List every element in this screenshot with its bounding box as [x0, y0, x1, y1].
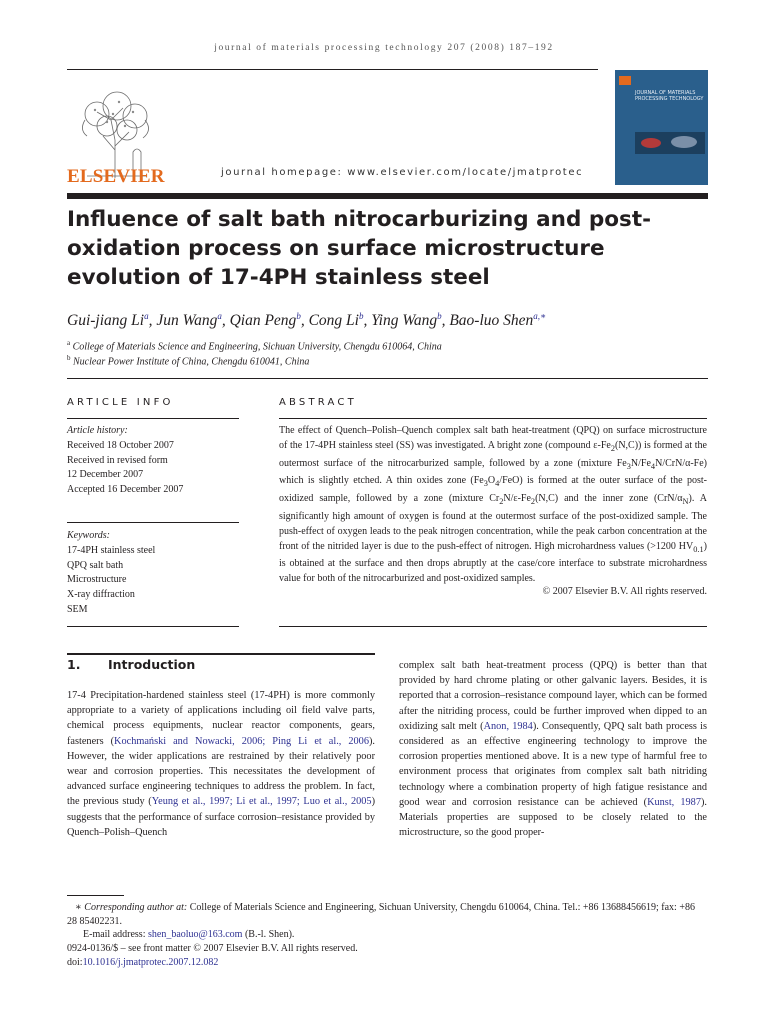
doi-link[interactable]: 10.1016/j.jmatprotec.2007.12.082: [82, 957, 219, 968]
email-line: E-mail address: shen_baoluo@163.com (B.-l. Shen).: [83, 929, 295, 940]
intro-rule: [67, 653, 375, 655]
author-name: Gui-jiang Li: [67, 312, 145, 330]
author-name: Cong Li: [308, 312, 359, 330]
title-bar-rule: [67, 193, 708, 199]
author-affil-sup[interactable]: b: [437, 311, 442, 321]
journal-homepage[interactable]: journal homepage: www.elsevier.com/locate/jmatprotec: [221, 167, 584, 178]
keyword: SEM: [67, 603, 88, 615]
history-item: Received in revised form: [67, 454, 168, 466]
journal-citation-line: journal of materials processing technology 207 (2008) 187–192: [214, 43, 554, 53]
affiliation-a: $^a$ College of Materials Science and Engineering, Sichuan University, Chengdu 610064, China: [67, 339, 442, 353]
keywords-block: [67, 529, 239, 618]
author-name: Qian Peng: [229, 312, 297, 330]
cover-image: [635, 132, 705, 154]
author-affil-sup[interactable]: a: [217, 311, 222, 321]
keywords-rule: [67, 522, 239, 523]
publisher-logo-text: ELSEVIER: [67, 166, 165, 187]
section-title: Introduction: [108, 657, 196, 672]
email-link[interactable]: shen_baoluo@163.com: [147, 929, 243, 940]
history-label: Article history:: [67, 425, 128, 436]
section-heading-introduction: [67, 657, 195, 672]
intro-right-column: complex salt bath heat-treatment process (QPQ) is better than that provided by hard chrome plating or other galvanic layers. Besides, it is reported that a corrosion–resistance compound layer, which can be formed after the nitriding process, could be further improved when dipped to an oxidizing salt melt (Anon, 1984). Consequently, QPQ salt bath process is considered as an effective engineering technology to improve the corrosion properties mentioned above. It is a new type of harmful free to environment process that originates from complex salt bath nitriding technology where a combination property of high fatigue resistance and good wear and corrosion resistance can be achieved (Kunst, 1987). Materials properties are supposed to be closely related to the microstructure, so the good proper-: [399, 660, 707, 839]
article-title: Influence of salt bath nitrocarburizing and post-oxidation process on surface microstructure evolution of 17-4PH stainless steel: [67, 207, 652, 290]
abstract-rule: [279, 418, 707, 419]
citation-link[interactable]: Kunst, 1987: [647, 796, 701, 808]
abstract-heading: ABSTRACT: [279, 397, 357, 408]
header-rule: [67, 69, 598, 70]
keywords-bottom-rule: [67, 626, 239, 627]
keyword: QPQ salt bath: [67, 559, 124, 571]
article-info-heading: ARTICLE INFO: [67, 397, 174, 408]
footnote-rule: [67, 895, 124, 896]
issn-line: 0924-0136/$ – see front matter © 2007 Elsevier B.V. All rights reserved.: [67, 943, 358, 954]
cover-title: JOURNAL OF MATERIALS PROCESSING TECHNOLOGY: [635, 90, 704, 102]
history-item: Received 18 October 2007: [67, 439, 174, 451]
author-name: Ying Wang: [371, 312, 438, 330]
affiliation-rule: [67, 378, 708, 379]
section-number: 1.: [67, 657, 81, 672]
affiliation-b: $^b$ Nuclear Power Institute of China, Chengdu 610041, China: [67, 354, 310, 368]
corresponding-author-footnote: ∗ Corresponding author at: College of Materials Science and Engineering, Sichuan University, Chengdu 610064, China. Tel.: +86 13688456619; fax: +86 28 85402231.: [67, 902, 695, 927]
author-affil-sup[interactable]: b: [296, 311, 301, 321]
keyword: X-ray diffraction: [67, 589, 135, 601]
author-affil-sup[interactable]: a,∗: [533, 311, 547, 321]
intro-left-column: 17-4 Precipitation-hardened stainless steel (17-4PH) is more commonly appropriate to a variety of applications including oil field valve parts, chemical process equipments, nuclear reactor components, gears, fasteners (Kochmański and Nowacki, 2006; Ping Li et al., 2006). However, the wider applications are restrained by their relatively poor wear and corrosion properties. This necessitates the development of advanced surface engineering techniques to address the problem. In fact, the previous study (Yeung et al., 1997; Li et al., 1997; Luo et al., 2005) suggests that the performance of surface corrosion–resistance provided by Quench–Polish–Quench: [67, 690, 375, 838]
author-affil-sup[interactable]: a: [144, 311, 149, 321]
author-list: Gui-jiang Li$^a$, Jun Wang$^a$, Qian Peng$^b$, Cong Li$^b$, Ying Wang$^b$, Bao-luo Shen$^{a,∗}$: [67, 311, 547, 330]
cover-logo-mark: [619, 76, 631, 85]
citation-link[interactable]: Anon, 1984: [483, 720, 533, 732]
author-affil-sup[interactable]: b: [358, 311, 364, 321]
doi-line: doi:10.1016/j.jmatprotec.2007.12.082: [67, 957, 219, 968]
author-name: Jun Wang: [156, 312, 218, 330]
article-history: [67, 424, 239, 498]
abstract-copyright: © 2007 Elsevier B.V. All rights reserved.: [542, 586, 707, 597]
journal-cover-thumbnail: [615, 70, 708, 185]
keyword: 17-4PH stainless steel: [67, 544, 156, 556]
author-name: Bao-luo Shen: [449, 312, 534, 330]
article-info-rule: [67, 418, 239, 419]
citation-link[interactable]: Yeung et al., 1997; Li et al., 1997; Luo et al., 2005: [151, 796, 372, 808]
keywords-label: Keywords:: [67, 530, 110, 541]
abstract-bottom-rule: [279, 626, 707, 627]
history-item: Accepted 16 December 2007: [67, 484, 184, 496]
history-item: 12 December 2007: [67, 469, 144, 481]
keyword: Microstructure: [67, 574, 127, 586]
citation-link[interactable]: Kochmański and Nowacki, 2006; Ping Li et al., 2006: [114, 735, 369, 747]
abstract-body: The effect of Quench–Polish–Quench complex salt bath heat-treatment (QPQ) on surface microstructure of the 17-4PH stainless steel (SS) was investigated. A bright zone (compound $\varepsilon-Fe_2(N,C)$) is formed at the outermost surface of the nitrocarburized sample, followed by a zone (mixture $Fe_3N/Fe_4N/CrN/\alpha-Fe$) which is slightly etched. A thin oxides zone $(Fe_3O_4/FeO)$ is formed at the outer surface of the post-oxidized sample, followed by a zone (mixture $Cr_2N/\varepsilon-Fe_2(N,C)$ and the inner zone $(CrN/\alpha_N)$. A significantly high amount of oxygen is found at the outermost surface of the post-oxidized sample. The push-effect of oxygen leads to the peak nitrogen concentration, while the peak carbon concentration at the front of the nitrided layer is due to the push-effect of nitrogen. High microhardness values (>1200 $HV_{0.1}$) is obtained at the surface and then drops abruptly at the case/core interface to substrate microhardness value for both of the nitrocarburized and post-oxidized samples.: [279, 425, 707, 585]
